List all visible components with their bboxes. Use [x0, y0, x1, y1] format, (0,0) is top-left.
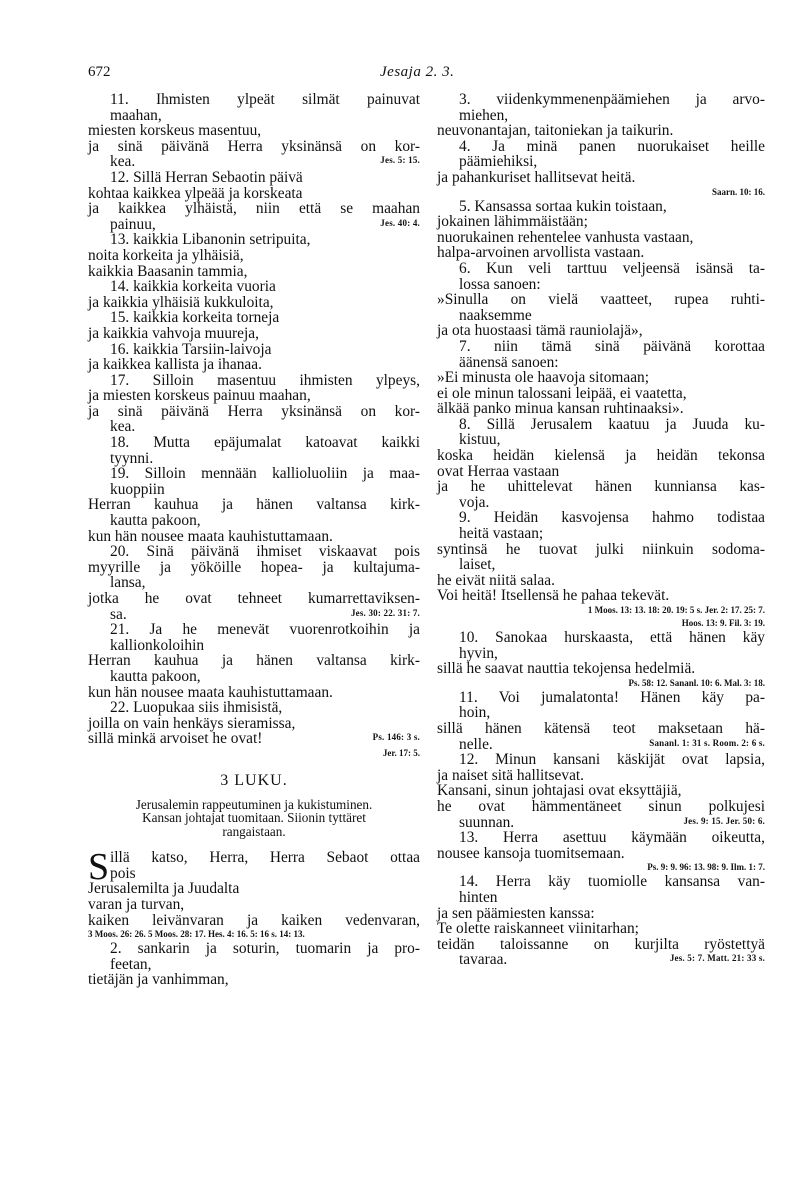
verse-text: lansa, — [110, 574, 146, 592]
cross-reference: Jes. 5: 15. — [380, 155, 420, 166]
verse-text: Herran kauhua ja hänen valtansa kirk- — [88, 652, 420, 670]
verse-text: älkää panko minua kansan ruhtinaaksi». — [437, 400, 684, 418]
verse-text: kaikkia Baasanin tammia, — [88, 262, 248, 280]
verse-text: 20. Sinä päivänä ihmiset viskaavat pois — [110, 543, 420, 561]
verse-line — [88, 482, 420, 498]
verse-line — [88, 497, 420, 513]
verse-text: »Sinulla on vielä vaatteet, rupea ruhti- — [437, 291, 765, 309]
verse-text: 10. Sanokaa hurskaasta, että hänen käy — [459, 629, 765, 646]
verse-line — [437, 495, 765, 511]
verse-text: 8. Sillä Jerusalem kaatuu ja Juuda ku- — [459, 415, 765, 433]
verse-line — [437, 92, 765, 108]
verse-text: ja kaikkia vahvoja muureja, — [88, 324, 259, 342]
verse-text: Te olette raiskanneet viinitarhan; — [437, 920, 639, 938]
verse-line — [88, 731, 420, 747]
verse-text: sa. — [110, 605, 127, 623]
verse-line — [437, 815, 765, 831]
summary-line: Jerusalemin rappeutuminen ja kukistuminen. — [135, 796, 373, 812]
verse-line — [88, 669, 420, 685]
verse-line — [437, 245, 765, 261]
verse-line — [88, 513, 420, 529]
verse-line — [437, 783, 765, 799]
cross-reference: Jes. 30: 22. 31: 7. — [350, 607, 420, 618]
verse-text: heitä vastaan; — [459, 525, 544, 543]
verse-line — [88, 373, 420, 389]
verse-text: 14. kaikkia korkeita vuoria — [110, 278, 276, 296]
verse-text: 11. Voi jumalatonta! Hänen käy pa- — [459, 688, 765, 706]
verse-line — [437, 646, 765, 662]
verse-line — [88, 607, 420, 623]
drop-cap: S — [88, 846, 110, 889]
verse-text: 9. Heidän kasvojensa hahmo todistaa — [459, 509, 765, 527]
verse-text: teidän taloissanne on kurjilta ryöstettyä — [437, 935, 765, 953]
verse-text: noita korkeita ja ylhäisiä, — [88, 246, 244, 264]
verse-line — [88, 232, 420, 248]
page-number: 672 — [88, 64, 111, 80]
verse-text: ja pahankuriset hallitsevat heitä. — [437, 168, 636, 186]
verse-text: pois — [110, 864, 136, 882]
verse-line — [437, 401, 765, 417]
verse-text: nelle. — [459, 735, 493, 753]
verse-text: kaiken leivänvaran ja kaiken vedenvaran, — [88, 911, 420, 929]
cross-reference: Jes. 40: 4. — [380, 217, 420, 228]
verse-text: 3. viidenkymmenenpäämiehen ja arvo- — [459, 91, 765, 108]
verse-text: Kansani, sinun johtajasi ovat eksyttäjiä, — [437, 782, 682, 800]
verse-text: tietäjän ja vanhimman, — [88, 971, 229, 989]
verse-text: 7. niin tämä sinä päivänä korottaa — [459, 337, 765, 355]
verse-line — [88, 700, 420, 716]
verse-line — [88, 342, 420, 358]
verse-line — [88, 575, 420, 591]
verse-text: ja sinä päivänä Herra yksinänsä on kor- — [88, 402, 420, 420]
cross-reference: Ps. 58: 12. Sananl. 10: 6. Mal. 3: 18. — [628, 677, 765, 688]
verse-text: kautta pakoon, — [110, 667, 201, 685]
verse-line — [437, 768, 765, 784]
verse-text: varan ja turvan, — [88, 895, 185, 913]
cross-reference: Hoos. 13: 9. Fil. 3: 19. — [681, 618, 765, 628]
cross-reference: Ps. 146: 3 s. — [372, 732, 420, 743]
verse-line — [88, 466, 420, 482]
verse-text: neuvonantajan, taitoniekan ja taikurin. — [437, 122, 674, 140]
verse-line — [437, 630, 765, 646]
verse-line — [88, 591, 420, 607]
verse-line — [437, 139, 765, 155]
verse-text: kun hän nousee maata kauhistuttamaan. — [88, 527, 333, 545]
verse-line — [437, 464, 765, 480]
verse-text: Jerusalemilta ja Juudalta — [88, 880, 240, 898]
verse-line — [437, 661, 765, 677]
verse-line — [437, 199, 765, 215]
verse-line — [437, 721, 765, 737]
verse-line — [437, 108, 765, 124]
verse-text: feetan, — [110, 955, 152, 973]
verse-text: ei ole minun talossani leipää, ei vaatetta, — [437, 384, 687, 402]
chapter-title: 3 LUKU. — [220, 771, 288, 789]
verse-text: 5. Kansassa sortaa kukin toistaan, — [459, 197, 667, 215]
verse-line — [437, 386, 765, 402]
verse-text: myyrille ja yököille hopea- ja kultajuma- — [88, 558, 420, 576]
verse-line — [88, 186, 420, 202]
verse-text: maahan, — [110, 106, 162, 124]
verse-line — [437, 542, 765, 558]
verse-text: päämiehiksi, — [459, 153, 538, 171]
verse-text: halpa-arvoinen arvollista vastaan. — [437, 244, 645, 262]
verse-line — [437, 432, 765, 448]
verse-line — [88, 108, 420, 124]
cross-reference: Jes. 9: 15. Jer. 50: 6. — [683, 815, 765, 826]
verse-line — [437, 921, 765, 937]
verse-line — [88, 913, 420, 929]
verse-text: Voi heitä! Itsellensä he pahaa tekevät. — [437, 587, 670, 605]
verse-line — [88, 217, 420, 233]
verse-line — [437, 170, 765, 186]
verse-text: kallionkoloihin — [110, 636, 205, 654]
summary-line: rangaistaan. — [222, 823, 286, 839]
verse-text: ja sinä päivänä Herra yksinänsä on kor- — [88, 137, 420, 155]
cross-reference: Jer. 17: 5. — [382, 747, 420, 758]
verse-line — [88, 170, 420, 186]
verse-line — [437, 890, 765, 906]
verse-line — [437, 557, 765, 573]
verse-text: ja sen päämiesten kanssa: — [437, 904, 595, 922]
verse-text: kuoppiin — [110, 480, 165, 498]
verse-line — [88, 326, 420, 342]
verse-text: naaksemme — [459, 306, 532, 324]
verse-text: tyynni. — [110, 449, 154, 467]
verse-text: ja he uhittelevat hänen kunniansa kas- — [437, 478, 765, 496]
cross-reference: Ps. 9: 9. 96: 13. 98: 9. Ilm. 1: 7. — [647, 862, 765, 873]
verse-text: 19. Silloin mennään kallioluoliin ja maa- — [110, 465, 420, 483]
verse-line — [437, 874, 765, 890]
summary-line: Kansan johtajat tuomitaan. Siionin tyttäret — [142, 810, 366, 826]
verse-line — [88, 972, 420, 988]
verse-line — [437, 737, 765, 753]
verse-line — [88, 248, 420, 264]
verse-line — [437, 952, 765, 968]
cross-reference: 3 Moos. 26: 26. 5 Moos. 28: 17. Hes. 4: 16. 5: 16 s. 14: 13. — [88, 929, 305, 940]
verse-text: he ovat hämmentäneet sinun polkujesi — [437, 797, 765, 815]
verse-line — [437, 937, 765, 953]
verse-text: nousee kansoja tuomitsemaan. — [437, 844, 625, 862]
verse-text: kautta pakoon, — [110, 512, 201, 530]
left-column — [88, 92, 420, 988]
verse-text: äänensä sanoen: — [459, 353, 559, 371]
verse-text: 12. Minun kansani käskijät ovat lapsia, — [459, 751, 765, 769]
verse-text: kohtaa kaikkea ylpeää ja korskeata — [88, 184, 303, 202]
verse-text: ja kaikkea ylhäistä, niin että se maahan — [88, 200, 420, 218]
verse-text: kea. — [110, 153, 136, 171]
verse-text: 18. Mutta epäjumalat katoavat kaikki — [110, 434, 420, 452]
verse-text: miesten korskeus masentuu, — [88, 122, 262, 140]
verse-line — [437, 705, 765, 721]
verse-line — [88, 560, 420, 576]
verse-line — [437, 323, 765, 339]
verse-text: ovat Herraa vastaan — [437, 462, 560, 480]
verse-text: voja. — [459, 493, 490, 511]
verse-line — [437, 123, 765, 139]
chapter-opening — [88, 846, 420, 929]
cross-reference: Jes. 5: 7. Matt. 21: 33 s. — [669, 953, 765, 964]
verse-line — [88, 435, 420, 451]
verse-line — [437, 510, 765, 526]
verse-line — [437, 752, 765, 768]
verse-text: 22. Luopukaa siis ihmisistä, — [110, 699, 283, 717]
verse-line — [88, 653, 420, 669]
verse-text: hinten — [459, 888, 498, 906]
right-column — [437, 92, 765, 968]
verse-line — [88, 419, 420, 435]
verse-text: 4. Ja minä panen nuorukaiset heille — [459, 137, 765, 155]
verse-text: sillä he saavat nauttia tekojensa hedelmiä. — [437, 660, 696, 678]
verse-text: tavaraa. — [459, 951, 508, 969]
verse-line — [88, 897, 420, 913]
verse-line — [437, 526, 765, 542]
verse-text: Herran kauhua ja hänen valtansa kirk- — [88, 496, 420, 514]
verse-text: 13. kaikkia Libanonin setripuita, — [110, 231, 311, 249]
verse-line — [88, 92, 420, 108]
verse-line — [88, 957, 420, 973]
verse-line — [88, 941, 420, 957]
verse-text: miehen, — [459, 106, 509, 124]
verse-text: sillä hänen kätensä teot maksetaan hä- — [437, 719, 765, 737]
verse-line — [437, 448, 765, 464]
verse-text: kistuu, — [459, 431, 501, 449]
verse-line — [88, 638, 420, 654]
verse-text: 6. Kun veli tarttuu veljeensä isänsä ta- — [459, 259, 765, 277]
chapter-summary — [88, 798, 420, 838]
verse-text: kun hän nousee maata kauhistuttamaan. — [88, 683, 333, 701]
verse-text: ja kaikkia ylhäisiä kukkuloita, — [88, 293, 274, 311]
verse-text: lossa sanoen: — [459, 275, 541, 293]
verse-line — [88, 716, 420, 732]
verse-line — [88, 139, 420, 155]
verse-text: joilla on vain henkäys sieramissa, — [88, 714, 296, 732]
verse-line — [437, 588, 765, 604]
verse-line — [437, 308, 765, 324]
verse-text: suunnan. — [459, 813, 515, 831]
verse-text: nuorukainen rehentelee vanhusta vastaan, — [437, 228, 694, 246]
verse-line — [437, 230, 765, 246]
verse-line — [88, 388, 420, 404]
verse-line — [88, 154, 420, 170]
verse-text: painuu, — [110, 215, 156, 233]
verse-line — [437, 573, 765, 589]
verse-line — [88, 622, 420, 638]
verse-line — [88, 544, 420, 560]
cross-reference: 1 Moos. 13: 13. 18: 20. 19: 5 s. Jer. 2: 17. 25: 7. — [587, 605, 765, 615]
cross-reference: Saarn. 10: 16. — [711, 186, 765, 197]
verse-text: he eivät niitä salaa. — [437, 571, 555, 589]
verse-text: syntinsä he tuovat julki niinkuin sodoma- — [437, 540, 765, 558]
verse-line — [437, 292, 765, 308]
verse-text: jotka he ovat tehneet kumarrettaviksen- — [88, 590, 420, 607]
verse-text: 17. Silloin masentuu ihmisten ylpeys, — [110, 371, 420, 389]
verse-text: hoin, — [459, 704, 491, 722]
verse-line — [437, 846, 765, 862]
verse-line — [88, 295, 420, 311]
verse-line — [88, 881, 420, 897]
verse-text: jokainen lähimmäistään; — [437, 213, 588, 231]
verse-line — [437, 339, 765, 355]
verse-line — [437, 261, 765, 277]
verse-line — [437, 355, 765, 371]
verse-line — [437, 479, 765, 495]
verse-line — [437, 417, 765, 433]
verse-text: laiset, — [459, 556, 496, 574]
verse-text: koska heidän kielensä ja heidän tekonsa — [437, 447, 765, 465]
verse-line — [88, 404, 420, 420]
verse-text: 15. kaikkia korkeita torneja — [110, 309, 280, 327]
verse-line — [88, 850, 420, 866]
verse-text: 13. Herra asettuu käymään oikeutta, — [459, 829, 765, 847]
verse-text: ja kaikkea kallista ja ihanaa. — [88, 356, 262, 374]
verse-line — [437, 214, 765, 230]
verse-text: 16. kaikkia Tarsiin-laivoja — [110, 340, 272, 358]
verse-text: ja ota huostaasi tämä rauniolajä», — [437, 322, 643, 340]
verse-text: ja miesten korskeus painuu maahan, — [88, 387, 311, 405]
verse-line — [437, 154, 765, 170]
running-title: Jesaja 2. 3. — [380, 64, 455, 80]
verse-line — [88, 357, 420, 373]
verse-line — [88, 201, 420, 217]
verse-line — [88, 451, 420, 467]
verse-line — [437, 277, 765, 293]
verse-line — [437, 799, 765, 815]
verse-text: 11. Ihmisten ylpeät silmät painuvat — [110, 91, 420, 108]
verse-line — [88, 123, 420, 139]
verse-line — [88, 310, 420, 326]
verse-line — [437, 690, 765, 706]
verse-text: ja naiset sitä hallitsevat. — [437, 766, 585, 784]
verse-text: 12. Sillä Herran Sebaotin päivä — [110, 168, 303, 186]
verse-text: 14. Herra käy tuomiolle kansansa van- — [459, 873, 765, 891]
verse-text: sillä minkä arvoiset he ovat! — [88, 730, 263, 748]
verse-line — [437, 370, 765, 386]
verse-line — [437, 906, 765, 922]
verse-text: illä katso, Herra, Herra Sebaot ottaa — [110, 849, 420, 867]
verse-line — [88, 279, 420, 295]
verse-text: 21. Ja he menevät vuorenrotkoihin ja — [110, 621, 420, 639]
cross-reference: Sananl. 1: 31 s. Room. 2: 6 s. — [649, 737, 765, 748]
verse-text: kea. — [110, 418, 136, 436]
verse-line — [88, 264, 420, 280]
verse-text: 2. sankarin ja soturin, tuomarin ja pro- — [110, 940, 420, 958]
verse-line — [88, 866, 420, 882]
verse-text: »Ei minusta ole haavoja sitomaan; — [437, 369, 649, 387]
verse-text: hyvin, — [459, 644, 498, 662]
verse-line — [437, 830, 765, 846]
verse-line — [88, 685, 420, 701]
verse-line — [88, 529, 420, 545]
